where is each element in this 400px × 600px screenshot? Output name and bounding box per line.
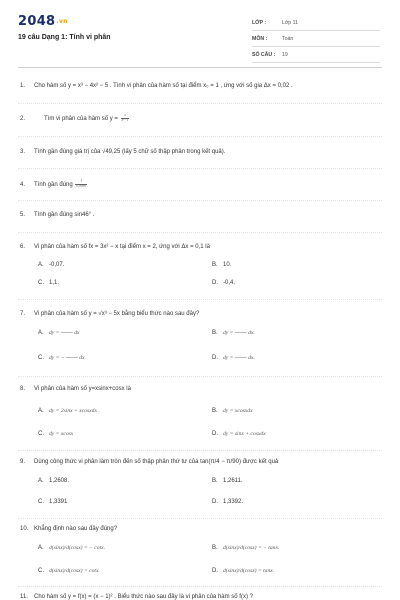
fraction-denominator: x²−1 (121, 117, 129, 122)
question-number: 7. (20, 311, 26, 317)
option-key: C. (38, 280, 44, 286)
option-b[interactable] (212, 330, 255, 336)
option-d[interactable] (212, 280, 235, 286)
option-key: D. (212, 280, 218, 286)
option-key: C. (38, 568, 44, 574)
fraction-numerator: 1 (75, 180, 87, 185)
question-divider (18, 376, 382, 377)
question-text: Cho hàm số y = f(x) = (x − 1)² . Biểu thức nào sau đây là vi phân của hàm số f(x) ? (34, 594, 253, 600)
question-4 (20, 180, 88, 189)
option-value: dy = − ─── dx. (49, 355, 86, 361)
option-a[interactable] (38, 262, 64, 268)
question-number: 5. (20, 212, 26, 218)
meta-key: LỚP : (252, 19, 267, 26)
question-10 (20, 526, 117, 532)
question-divider (18, 299, 382, 300)
question-divider (18, 586, 382, 587)
question-number: 6. (20, 244, 26, 250)
option-value: dy = 2sinx + xcosxdx . (49, 408, 100, 414)
question-text: Vi phân của hàm số y = √x³ − 5x bằng biểu thức nào sau đây? (34, 311, 200, 317)
question-divider (18, 103, 382, 104)
question-number: 11. (20, 594, 28, 600)
option-b[interactable] (212, 408, 253, 414)
question-text: Tính gần đúng sin46° . (34, 212, 95, 218)
question-divider (18, 450, 382, 451)
question-3 (20, 149, 225, 155)
fraction-numerator: x (121, 114, 130, 119)
option-value: dy = xcosxdx (223, 408, 253, 414)
option-value: d(sinx)/d(cosx) = − cotx. (49, 545, 106, 551)
question-number: 8. (20, 386, 26, 392)
question-number: 9. (20, 459, 26, 465)
question-number: 2. (20, 115, 26, 122)
option-key: D. (212, 431, 218, 437)
option-c[interactable] (38, 568, 100, 574)
question-divider (18, 168, 382, 169)
option-value: d(sinx)/d(cosx) = cotx. (49, 568, 100, 574)
option-key: B. (212, 478, 218, 484)
question-fraction (75, 180, 87, 189)
option-value: 10. (223, 262, 232, 268)
document-header (0, 0, 400, 66)
question-divider (18, 136, 382, 137)
question-text: Tính gần đúng (34, 181, 73, 188)
option-key: D. (212, 568, 218, 574)
meta-table (252, 15, 380, 63)
option-value: -0,07. (49, 262, 65, 268)
option-value: 1,2608. (49, 478, 70, 484)
meta-value: Toán (282, 35, 294, 42)
meta-row-class (252, 15, 380, 31)
option-key: C. (38, 431, 44, 437)
option-value: dy = ─── dx. (223, 330, 255, 336)
option-d[interactable] (212, 568, 274, 574)
option-value: 1,3391 (49, 499, 68, 505)
question-8 (20, 386, 131, 392)
option-d[interactable] (212, 355, 255, 361)
option-key: B. (212, 545, 218, 551)
document-title: 19 câu Dạng 1: Tính vi phân (18, 34, 111, 41)
question-divider (18, 232, 382, 233)
option-value: -0,4. (223, 280, 236, 286)
option-d[interactable] (212, 431, 266, 437)
option-value: dy = ─── dx. (223, 355, 255, 361)
question-5 (20, 212, 94, 218)
question-text: Dùng công thức vi phân làm tròn đến số thập phân thứ tư của tan(π/4 − π/90) được kết quả (34, 459, 279, 465)
option-key: D. (212, 355, 218, 361)
question-text: Tìm vi phân của hàm số y = (44, 115, 118, 122)
option-value: d(sinx)/d(cosx) = tanx. (223, 568, 275, 574)
meta-value: Lớp 11 (282, 19, 298, 26)
option-b[interactable] (212, 262, 231, 268)
question-number: 10. (20, 526, 29, 532)
logo-number: 2048 (18, 14, 56, 29)
option-key: A. (38, 408, 44, 414)
meta-row-count (252, 47, 380, 63)
site-logo[interactable] (18, 14, 68, 29)
logo-suffix: .vn (56, 18, 68, 25)
option-value: 1,2611. (223, 478, 243, 484)
option-a[interactable] (38, 478, 69, 484)
question-number: 1. (20, 83, 26, 89)
question-9 (20, 459, 278, 465)
option-value: 1,3392. (223, 499, 244, 505)
question-text: Vi phân của hàm số y=xsinx+cosx là (34, 386, 131, 392)
option-key: A. (38, 262, 44, 268)
option-c[interactable] (38, 499, 67, 505)
meta-value: 19 (282, 51, 288, 58)
question-2 (20, 114, 130, 123)
question-number: 3. (20, 149, 26, 155)
question-divider (18, 518, 382, 519)
header-divider (18, 67, 382, 68)
question-divider (18, 200, 382, 201)
option-key: D. (212, 499, 218, 505)
question-text: Cho hàm số y = x³ − 4x² − 5 . Tính vi phân của hàm số tại điểm x₀ = 1 , ứng với số gia Δx = 0,02 . (34, 83, 293, 89)
question-fraction (121, 114, 130, 123)
option-value: d(sinx)/d(cosx) = − tanx. (223, 545, 280, 551)
option-b[interactable] (212, 478, 243, 484)
option-key: A. (38, 545, 44, 551)
option-key: A. (38, 478, 44, 484)
option-a[interactable] (38, 330, 79, 336)
meta-key: SỐ CÂU : (252, 51, 276, 58)
option-c[interactable] (38, 355, 86, 361)
option-d[interactable] (212, 499, 243, 505)
option-key: B. (212, 262, 218, 268)
option-key: B. (212, 408, 218, 414)
option-key: C. (38, 355, 44, 361)
option-value: dy = sinx + cosxdx (223, 431, 266, 437)
option-key: A. (38, 330, 44, 336)
option-key: B. (212, 330, 218, 336)
question-7 (20, 311, 199, 317)
option-value: dy = xcosx (49, 431, 74, 437)
option-c[interactable] (38, 280, 59, 286)
question-text: Vi phân của hàm số fx = 3x² − x tại điểm x = 2, ứng với Δx = 0,1 là (34, 244, 210, 250)
question-11 (20, 594, 253, 600)
option-value: dy = ─── dx (49, 330, 80, 336)
option-b[interactable] (212, 545, 279, 551)
option-a[interactable] (38, 545, 105, 551)
option-c[interactable] (38, 431, 73, 437)
option-key: C. (38, 499, 44, 505)
question-text: Khẳng định nào sau đây đúng? (34, 526, 118, 532)
question-number: 4. (20, 181, 26, 188)
question-1 (20, 83, 293, 89)
meta-key: MÔN : (252, 35, 268, 42)
question-text: Tính gần đúng giá trị của √49,25 (lấy 5 chữ số thập phân trong kết quả). (34, 149, 226, 155)
option-value: 1,1. (49, 280, 60, 286)
question-6 (20, 244, 210, 250)
meta-row-subject (252, 31, 380, 47)
option-a[interactable] (38, 408, 100, 414)
fraction-denominator: 0,9995 (76, 183, 87, 188)
